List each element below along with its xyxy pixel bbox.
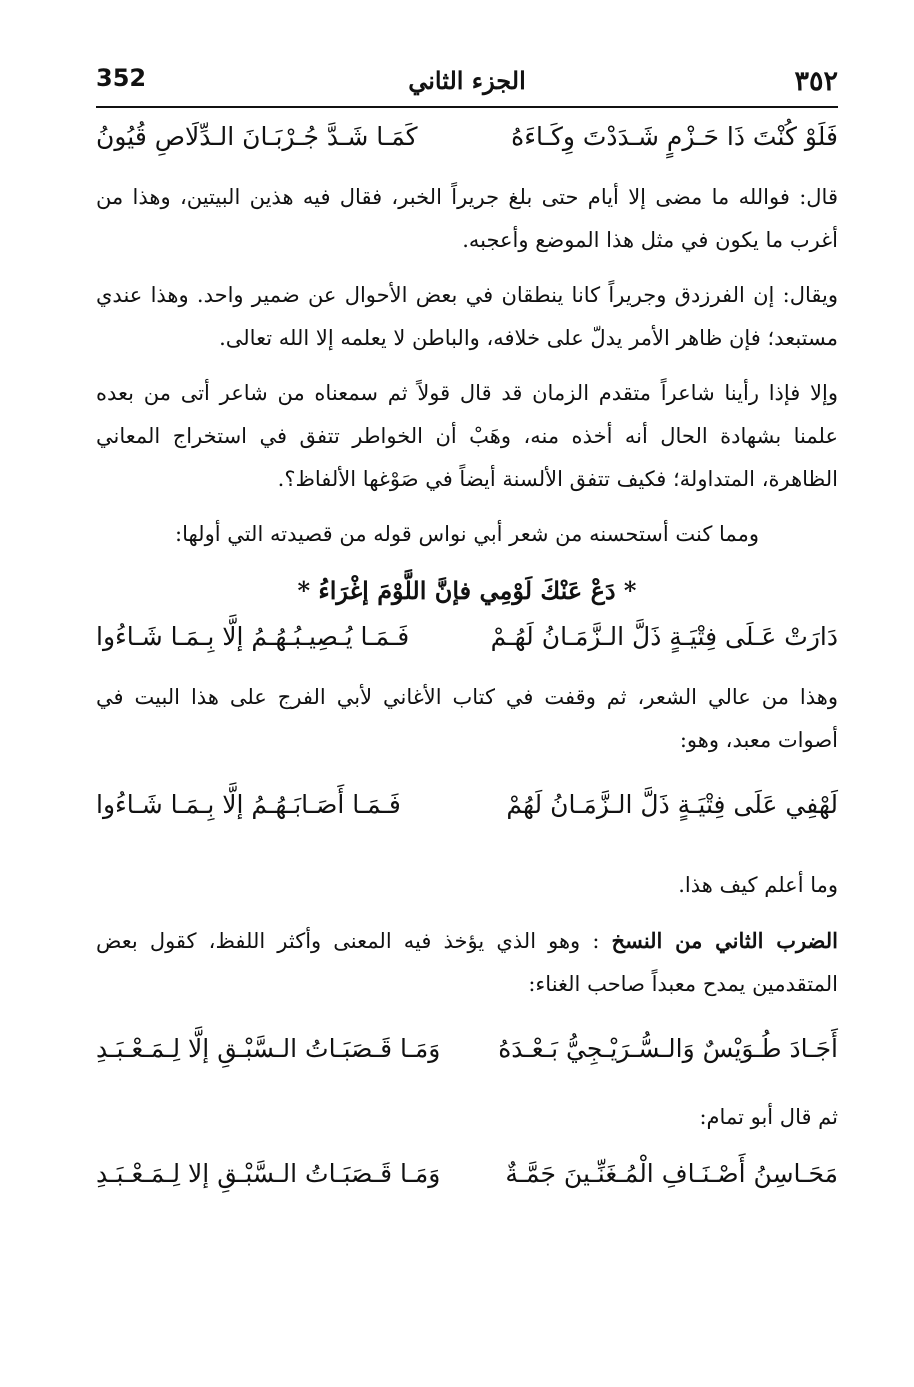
quoted-hemistich: * دَعْ عَنْكَ لَوْمِي فإنَّ اللَّوْمَ إغْرَاءُ *: [297, 576, 637, 605]
verse-second-hemistich: وَمَـا قَـصَبَـاتُ الـسَّبْـقِ إلا لِـمَـعْـبَـدِ: [96, 1159, 441, 1188]
verse-second-hemistich: فَـمَـا أَصَـابَـهُـمُ إلَّا بِـمَـا شَـاءُوا: [96, 790, 401, 819]
paragraph: ويقال: إن الفرزدق وجريراً كانا ينطقان في بعض الأحوال عن ضمير واحد. وهذا عندي مستبعد؛ فإن ظاهر الأمر يدلّ على خلافه، والباطن لا يعلمه إلا الله تعالى.: [96, 283, 838, 350]
poem-verse: [96, 1026, 838, 1076]
section-text: : وهو الذي يؤخذ فيه المعنى وأكثر اللفظ، كقول بعض المتقدمين يمدح معبداً صاحب الغناء:: [96, 929, 838, 996]
page-number-arabic: ٣٥٢: [794, 66, 838, 97]
verse-second-hemistich: وَمَـا قَـصَبَـاتُ الـسَّبْـقِ إلَّا لِـمَـعْـبَـدِ: [96, 1034, 441, 1063]
book-page: [96, 62, 838, 1201]
paragraph: وهذا من عالي الشعر، ثم وقفت في كتاب الأغاني لأبي الفرج على هذا البيت في أصوات معبد، وهو:: [96, 685, 838, 752]
paragraph: قال: فوالله ما مضى إلا أيام حتى بلغ جريراً الخبر، فقال فيه هذين البيتين، وهذا من أغرب ما يكون في مثل هذا الموضع وأعجبه.: [96, 185, 838, 252]
poem-verse: [96, 1151, 838, 1201]
paragraph: وما أعلم كيف هذا.: [678, 873, 838, 897]
poem-verse: [96, 782, 838, 832]
paragraph: [96, 919, 838, 1006]
verse-first-hemistich: لَهْفِي عَلَى فِتْيَـةٍ ذَلَّ الـزَّمَـانُ لَهُمْ: [506, 790, 838, 819]
verse-first-hemistich: أَجَـادَ طُـوَيْسٌ وَالـسُّـرَيْـجِيُّ بَـعْـدَهُ: [498, 1034, 838, 1063]
page-number-latin: 352: [96, 64, 147, 92]
section-lead: الضرب الثاني من النسخ: [611, 928, 838, 953]
verse-second-hemistich: كَمَـا شَـدَّ جُـرْبَـانَ الـدِّلَاصِ قُيُونُ: [96, 122, 418, 151]
paragraph: وإلا فإذا رأينا شاعراً متقدم الزمان قد قال قولاً ثم سمعناه من شاعر أتى من بعده علمنا بشهادة الحال أنه أخذه منه، وهَبْ أن الخواطر تتفق في استخراج المعاني الظاهرة، المتداولة؛ فكيف تتفق الألسنة أيضاً في صَوْغها الألفاظ؟.: [96, 381, 838, 491]
paragraph: ثم قال أبو تمام:: [699, 1105, 838, 1129]
verse-first-hemistich: فَلَوْ كُنْتَ ذَا حَـزْمٍ شَـدَدْتَ وِكَـاءَهُ: [511, 122, 838, 151]
paragraph: ومما كنت أستحسنه من شعر أبي نواس قوله من قصيدته التي أولها:: [175, 522, 759, 546]
poem-verse: [96, 114, 838, 164]
verse-first-hemistich: مَحَـاسِنُ أَصْـنَـافِ الْمُـغَنِّـينَ جَمَّـةٌ: [505, 1159, 838, 1188]
page-header: [96, 62, 838, 108]
poem-verse: [96, 614, 838, 664]
running-title: الجزء الثاني: [408, 66, 526, 95]
verse-first-hemistich: دَارَتْ عَـلَى فِتْيَـةٍ ذَلَّ الـزَّمَـانُ لَهُـمْ: [490, 622, 838, 651]
verse-second-hemistich: فَـمَـا يُـصِيـبُـهُـمُ إلَّا بِـمَـا شَـاءُوا: [96, 622, 410, 651]
